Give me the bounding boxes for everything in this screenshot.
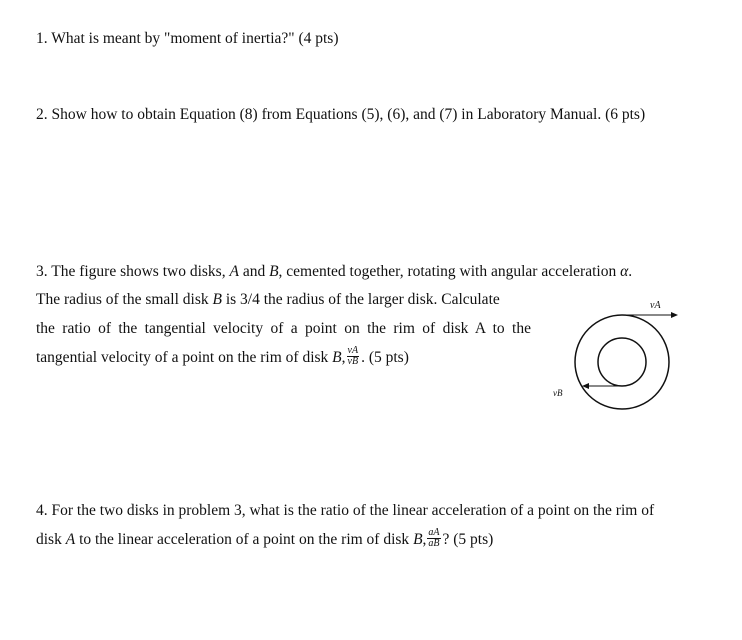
question-3-line-3: the ratio of the tangential velocity of a point on the rim of disk A to the: [36, 320, 531, 337]
small-disk-b: [598, 338, 646, 386]
question-4-line-2: disk A to the linear acceleration of a point on the rim of disk B, $\frac{aA}{aB}$ ? (5 pts): [36, 527, 494, 549]
question-4-line-1: 4. For the two disks in problem 3, what is the ratio of the linear acceleration of a point on the rim of: [36, 502, 655, 519]
velocity-arrowhead-a: [671, 312, 678, 318]
question-3-line-2: The radius of the small disk B is 3/4 the radius of the larger disk. Calculate: [36, 291, 500, 308]
label-vb: vB: [553, 388, 563, 398]
large-disk-a: [575, 315, 669, 409]
question-2: 2. Show how to obtain Equation (8) from Equations (5), (6), and (7) in Laboratory Manual. (6 pts): [36, 106, 646, 123]
velocity-ratio-fraction: $\frac{vA}{vB}$: [347, 345, 359, 367]
question-3-line-4: tangential velocity of a point on the rim of disk B, $\frac{vA}{vB}$ . (5 pts): [36, 345, 409, 367]
acceleration-ratio-fraction: $\frac{aA}{aB}$: [428, 527, 440, 549]
two-disks-figure: [545, 290, 685, 420]
label-va: vA: [650, 300, 661, 311]
question-3-line-1: 3. The figure shows two disks, A and B, cemented together, rotating with angular acceleration α.: [36, 263, 633, 280]
question-1: 1. What is meant by "moment of inertia?" (4 pts): [36, 30, 339, 47]
